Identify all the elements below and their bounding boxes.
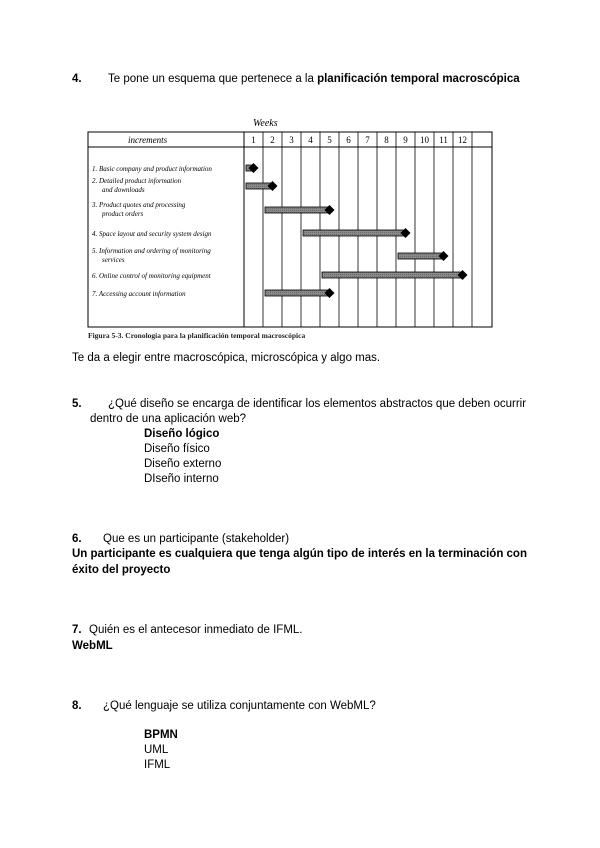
milestone-diamond — [439, 251, 449, 261]
question-6-text: Que es un participante (stakeholder) — [103, 533, 290, 545]
q8-option-3: IFML — [144, 759, 171, 771]
task-label: 6. Online control of monitoring equipment — [92, 272, 211, 280]
milestone-diamond — [458, 270, 468, 280]
question-4-text-prefix: Te pone un esquema que pertenece a la — [108, 73, 318, 85]
week-label: 7 — [365, 135, 370, 145]
week-label: 2 — [270, 135, 275, 145]
question-6-number: 6. — [72, 533, 82, 545]
task-label: 1. Basic company and product information — [92, 165, 212, 173]
task-label: 3. Product quotes and processing — [92, 201, 186, 209]
q5-option-3: Diseño externo — [144, 458, 222, 470]
task-label: 4. Space layout and security system design — [92, 230, 212, 238]
question-7-answer: WebML — [72, 640, 113, 652]
week-label: 1 — [251, 135, 256, 145]
task-label-continued: services — [102, 256, 125, 264]
q5-option-4: DIseño interno — [144, 473, 219, 485]
week-label: 4 — [308, 135, 313, 145]
milestone-diamond — [249, 163, 259, 173]
week-label: 3 — [289, 135, 294, 145]
question-4-text-bold: planificación temporal macroscópica — [317, 73, 520, 85]
week-label: 11 — [439, 135, 448, 145]
milestone-diamond — [401, 228, 411, 238]
gantt-chart — [80, 112, 500, 344]
task-bar — [265, 290, 330, 296]
task-bar — [398, 253, 444, 259]
week-grid — [251, 132, 472, 327]
figure-caption: Figura 5-3. Cronología para la planificación temporal macroscópica — [88, 331, 306, 340]
task-label-continued: product orders — [102, 210, 144, 218]
task-bar — [265, 207, 330, 213]
week-label: 6 — [346, 135, 351, 145]
q5-option-2: Diseño físico — [144, 443, 210, 455]
milestone-diamond — [268, 181, 278, 191]
week-label: 12 — [458, 135, 467, 145]
question-5-line1: ¿Qué diseño se encarga de identificar los elementos abstractos que deben ocurrir — [108, 398, 527, 410]
task-label: 2. Detailed product information — [92, 177, 182, 185]
question-4-number: 4. — [72, 73, 82, 85]
question-8-text: ¿Qué lenguaje se utiliza conjuntamente con WebML? — [103, 700, 376, 712]
question-4-text — [108, 73, 520, 85]
question-5-number: 5. — [72, 398, 82, 410]
question-8-number: 8. — [72, 700, 82, 712]
increments-header: increments — [128, 135, 168, 145]
chart-title: Weeks — [253, 118, 278, 129]
week-label: 9 — [403, 135, 408, 145]
task-label-continued: and downloads — [102, 186, 145, 194]
question-6-answer-line1: Un participante es cualquiera que tenga algún tipo de interés en la terminación con — [72, 548, 527, 560]
task-label: 5. Information and ordering of monitoring — [92, 247, 211, 255]
week-label: 10 — [420, 135, 429, 145]
question-5-line2: dentro de una aplicación web? — [90, 413, 247, 425]
task-bar — [322, 272, 463, 278]
question-7-number: 7. — [72, 624, 82, 636]
q8-option-1: BPMN — [144, 729, 178, 741]
task-layer — [91, 163, 468, 298]
milestone-diamond — [325, 288, 335, 298]
week-label: 8 — [384, 135, 389, 145]
task-label: 7. Accessing account information — [92, 290, 186, 298]
task-bar — [303, 230, 406, 236]
note-text: Te da a elegir entre macroscópica, microscópica y algo mas. — [72, 352, 381, 364]
question-7-text: Quién es el antecesor inmediato de IFML. — [89, 624, 303, 636]
q8-option-2: UML — [144, 744, 169, 756]
q5-option-1: Diseño lógico — [144, 428, 220, 440]
question-6-answer-line2: éxito del proyecto — [72, 564, 171, 576]
milestone-diamond — [325, 205, 335, 215]
week-label: 5 — [327, 135, 332, 145]
